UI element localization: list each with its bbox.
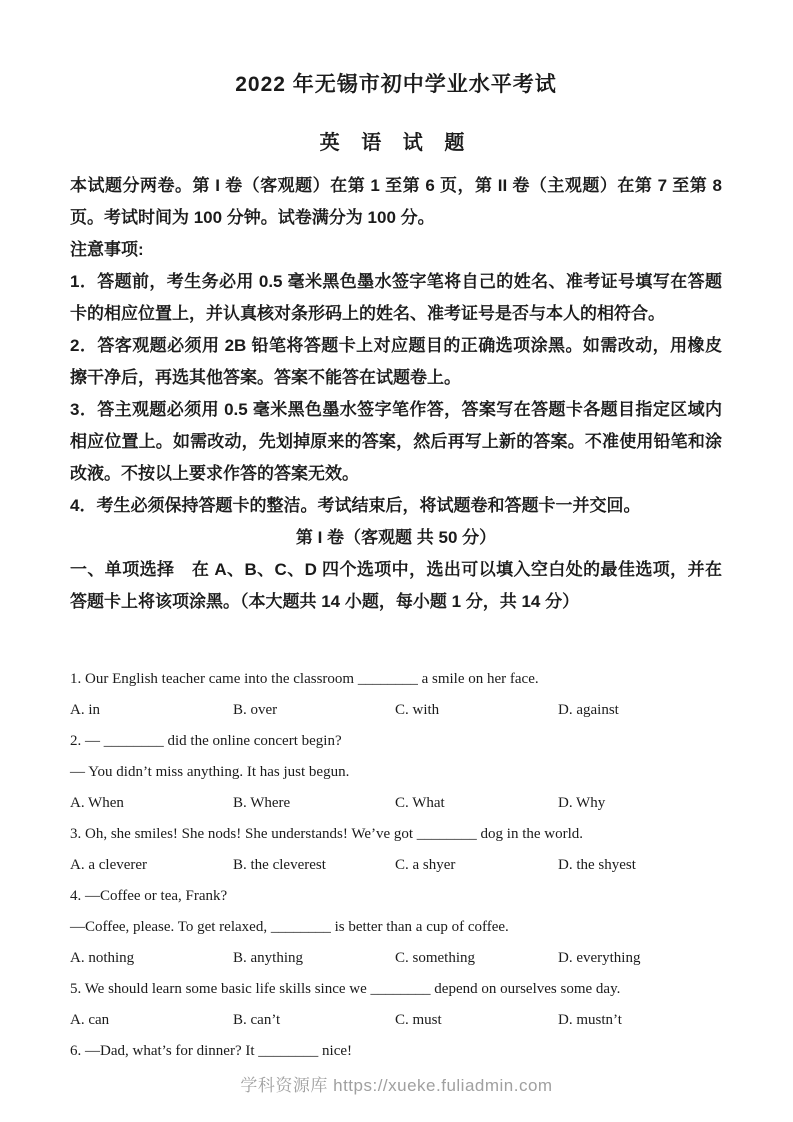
question-6: [70, 1036, 722, 1067]
question-2-options: [70, 788, 722, 819]
question-3: [70, 819, 722, 881]
question-2-option-d: D. Why: [558, 795, 606, 811]
exam-intro: 本试题分两卷。第 I 卷（客观题）在第 1 至第 6 页，第 II 卷（主观题）在第 7 至第 8 页。考试时间为 100 分钟。试卷满分为 100 分。: [70, 176, 722, 227]
question-4-option-b: B. anything: [233, 950, 303, 966]
notice-heading: 注意事项:: [70, 240, 144, 259]
question-4-option-a: A. nothing: [70, 950, 135, 966]
question-5-option-a: A. can: [70, 1012, 110, 1028]
question-2-option-c: C. What: [395, 795, 445, 811]
question-1-option-c: C. with: [395, 702, 440, 718]
notice-item-4: 4．考生必须保持答题卡的整洁。考试结束后，将试题卷和答题卡一并交回。: [70, 496, 641, 515]
question-4-option-d: D. everything: [558, 950, 641, 966]
question-3-options: [70, 850, 722, 881]
question-2-option-a: A. When: [70, 795, 124, 811]
question-5-option-c: C. must: [395, 1012, 442, 1028]
notice-item-2: 2．答客观题必须用 2B 铅笔将答题卡上对应题目的正确选项涂黑。如需改动，用橡皮擦干净后，再选其他答案。答案不能答在试题卷上。: [70, 336, 722, 387]
question-1-options: [70, 695, 722, 726]
question-1-option-b: B. over: [233, 702, 278, 718]
part-one-heading: 一、单项选择 在 A、B、C、D 四个选项中，选出可以填入空白处的最佳选项，并在答题卡上将该项涂黑。（本大题共 14 小题，每小题 1 分，共 14 分）: [70, 560, 722, 611]
question-2: [70, 726, 722, 819]
exam-title: 2022 年无锡市初中学业水平考试: [235, 73, 557, 96]
question-5: [70, 974, 722, 1036]
question-2-stem: 2. — ________ did the online concert begin?: [70, 733, 342, 749]
question-4-option-c: C. something: [395, 950, 476, 966]
question-3-option-d: D. the shyest: [558, 857, 636, 873]
notice-item-3: 3．答主观题必须用 0.5 毫米黑色墨水签字笔作答，答案写在答题卡各题目指定区域内相应位置上。如需改动，先划掉原来的答案，然后再写上新的答案。不准使用铅笔和涂改液。不按以上要求作答的答案无效。: [70, 400, 722, 483]
questions-list: [70, 664, 722, 1067]
question-5-option-b: B. can’t: [233, 1012, 281, 1028]
section-title: 第 I 卷（客观题 共 50 分）: [295, 528, 497, 547]
question-3-option-a: A. a cleverer: [70, 857, 148, 873]
question-1-option-a: A. in: [70, 702, 100, 718]
question-3-stem: 3. Oh, she smiles! She nods! She understands! We’ve got ________ dog in the world.: [70, 826, 584, 842]
question-2-reply: — You didn’t miss anything. It has just begun.: [70, 764, 350, 780]
question-1-stem: 1. Our English teacher came into the classroom ________ a smile on her face.: [70, 671, 539, 687]
exam-subject-title: 英 语 试 题: [319, 132, 473, 154]
question-5-stem: 5. We should learn some basic life skills since we ________ depend on ourselves some day.: [70, 981, 621, 997]
watermark-footer: 学科资源库 https://xueke.fuliadmin.com: [240, 1076, 553, 1095]
question-4-reply: —Coffee, please. To get relaxed, ________ is better than a cup of coffee.: [70, 919, 509, 935]
question-6-stem: 6. —Dad, what’s for dinner? It ________ nice!: [70, 1043, 353, 1059]
question-5-options: [70, 1005, 722, 1036]
notice-item-1: 1．答题前，考生务必用 0.5 毫米黑色墨水签字笔将自己的姓名、准考证号填写在答题卡的相应位置上，并认真核对条形码上的姓名、准考证号是否与本人的相符合。: [70, 272, 722, 323]
question-5-option-d: D. mustn’t: [558, 1012, 622, 1028]
question-3-option-b: B. the cleverest: [233, 857, 326, 873]
question-4-stem: 4. —Coffee or tea, Frank?: [70, 888, 228, 904]
question-4-options: [70, 943, 722, 974]
question-2-option-b: B. Where: [233, 795, 291, 811]
question-1: [70, 664, 722, 726]
question-1-option-d: D. against: [558, 702, 619, 718]
question-4: [70, 881, 722, 974]
question-3-option-c: C. a shyer: [395, 857, 456, 873]
